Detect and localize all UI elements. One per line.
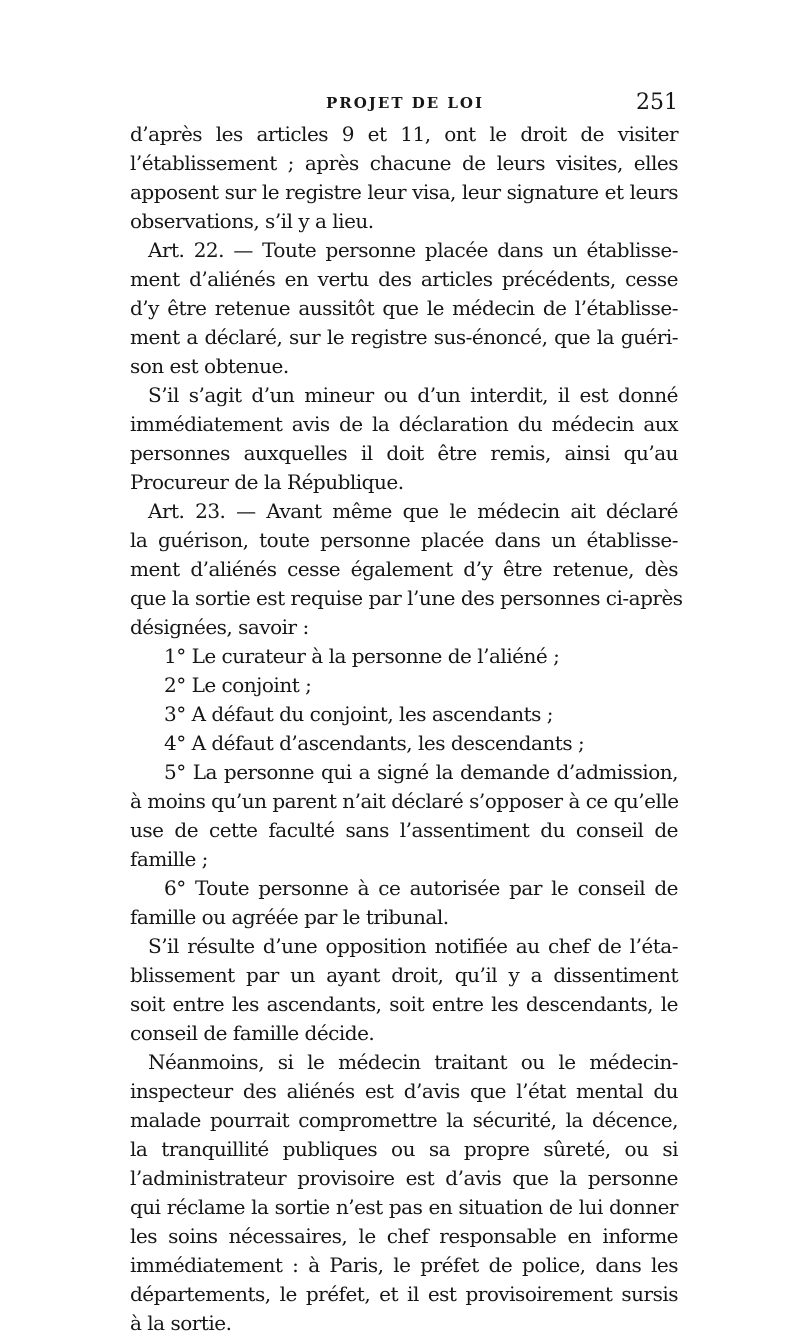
text-line: que la sortie est requise par l’une des personnes ci-après (130, 586, 683, 610)
text-line: ment d’aliénés cesse également d’y être retenue, dès (130, 557, 678, 581)
list-item-6: 6° Toute personne à ce autorisée par le conseil de (164, 876, 678, 900)
text-line: la tranquillité publiques ou sa propre sûreté, ou si (130, 1137, 678, 1161)
text-line: apposent sur le registre leur visa, leur signature et leurs (130, 180, 678, 204)
text-line: à la sortie. (130, 1311, 232, 1335)
list-item-1: 1° Le curateur à la personne de l’aliéné ; (164, 644, 560, 668)
text-line: famille ; (130, 847, 208, 871)
text-line: les soins nécessaires, le chef responsable en informe (130, 1224, 678, 1248)
text-line: qui réclame la sortie n’est pas en situation de lui donner (130, 1195, 678, 1219)
text-line: conseil de famille décide. (130, 1021, 375, 1045)
list-item-2: 2° Le conjoint ; (164, 673, 312, 697)
text-line: d’y être retenue aussitôt que le médecin de l’établisse- (130, 296, 678, 320)
text-line: blissement par un ayant droit, qu’il y a dissentiment (130, 963, 678, 987)
text-line: désignées, savoir : (130, 615, 309, 639)
text-line: famille ou agréée par le tribunal. (130, 905, 449, 929)
text-line: immédiatement : à Paris, le préfet de police, dans les (130, 1253, 678, 1277)
article-22-heading-line: Art. 22. — Toute personne placée dans un établisse- (148, 238, 678, 262)
text-line: S’il s’agit d’un mineur ou d’un interdit, il est donné (148, 383, 678, 407)
body-text (130, 120, 683, 1338)
text-line: ment d’aliénés en vertu des articles précédents, cesse (130, 267, 678, 291)
text-line: l’établissement ; après chacune de leurs visites, elles (130, 151, 678, 175)
text-line: inspecteur des aliénés est d’avis que l’état mental du (130, 1079, 678, 1103)
page-header (130, 92, 678, 120)
article-23-heading-line: Art. 23. — Avant même que le médecin ait déclaré (148, 499, 678, 523)
text-line: Procureur de la République. (130, 470, 404, 494)
text-line: malade pourrait compromettre la sécurité, la décence, (130, 1108, 678, 1132)
text-line: à moins qu’un parent n’ait déclaré s’opposer à ce qu’elle (130, 789, 679, 813)
list-item-5: 5° La personne qui a signé la demande d’admission, (164, 760, 678, 784)
text-line: d’après les articles 9 et 11, ont le droit de visiter (130, 122, 678, 146)
text-line: personnes auxquelles il doit être remis, ainsi qu’au (130, 441, 678, 465)
text-line: soit entre les ascendants, soit entre les descendants, le (130, 992, 678, 1016)
page-number: 251 (636, 90, 678, 115)
list-item-3: 3° A défaut du conjoint, les ascendants ; (164, 702, 554, 726)
text-line: immédiatement avis de la déclaration du médecin aux (130, 412, 678, 436)
text-line: départements, le préfet, et il est provisoirement sursis (130, 1282, 678, 1306)
text-line: ment a déclaré, sur le registre sus-énoncé, que la guéri- (130, 325, 678, 349)
list-item-4: 4° A défaut d’ascendants, les descendants ; (164, 731, 585, 755)
text-line: son est obtenue. (130, 354, 289, 378)
text-line: use de cette faculté sans l’assentiment du conseil de (130, 818, 678, 842)
text-line: observations, s’il y a lieu. (130, 209, 374, 233)
text-line: Néanmoins, si le médecin traitant ou le médecin- (148, 1050, 678, 1074)
running-head: PROJET DE LOI (326, 94, 485, 112)
text-line: la guérison, toute personne placée dans un établisse- (130, 528, 678, 552)
text-line: S’il résulte d’une opposition notifiée au chef de l’éta- (148, 934, 678, 958)
text-line: l’administrateur provisoire est d’avis que la personne (130, 1166, 678, 1190)
